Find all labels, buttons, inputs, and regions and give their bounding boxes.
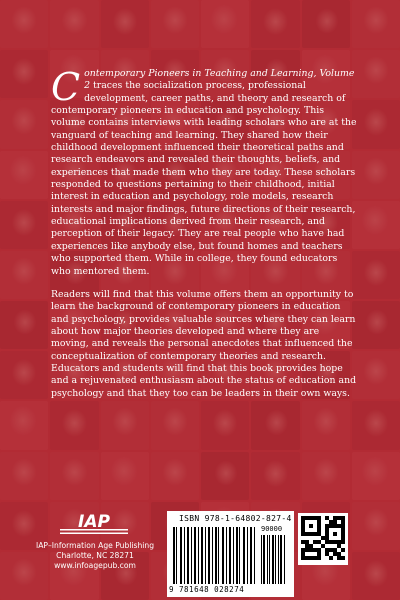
publisher-url[interactable]: www.infoagepub.com [54,561,136,570]
qr-code[interactable] [298,513,348,565]
isbn-label: ISBN 978-1-64802-827-4 [179,514,292,523]
barcode-bar [275,535,276,584]
barcode-bar [263,535,265,584]
back-cover-blurb [51,65,359,411]
barcode-bar [239,527,240,584]
publisher-city: Charlotte, NC 28271 [56,551,134,560]
barcode-bar [267,535,268,584]
barcode-bar [284,535,285,584]
drop-cap: C [51,65,81,109]
barcode-bar [198,527,199,584]
barcode-bar [272,535,274,584]
iap-logo [60,511,128,537]
barcode-bar [218,527,219,584]
barcode-bar [181,527,182,584]
iap-logo-text: IAP [78,512,110,532]
blurb-paragraph-1-text: traces the socialization process, professional development, career paths, and theory and research of contemporary pioneers in education and psychology. This volume contains interviews with leading scholars who are at the vanguard of teaching and learning. They shared how their childhood development influenced their theoretical paths and research endeavors and revealed their thoughts, beliefs, and experiences that made them who they are today. These scholars responded to questions pertaining to their childhood, initial interest in education and psychology, role models, research interests and major findings, future directions of their research, educational implications derived from their research, and perception of their legacy. They are real people who have had experiences like anybody else, but found homes and teachers who supported them. While in college, they found educators who mentored them. [51,80,357,277]
price-addon-number: 90000 [261,525,283,533]
barcode-bar [261,535,262,584]
blurb-paragraph-2: Readers will find that this volume offers them an opportunity to learn the background of contemporary pioneers in education and psychology, provides valuable sources where they can learn about how major theories developed and where they are moving, and reveals the personal anecdotes that influenced the conceptualization of contemporary theories and research. Educators and students will find that this book provides hope and a rejuvenated enthusiasm about the status of education and psychology and that they too can be leaders in their own ways. [51,288,357,399]
ean-number: 9 781648 028274 [169,585,245,594]
barcode-bar [280,535,282,584]
barcode-bar [269,535,270,584]
publisher-name: IAP–Information Age Publishing [35,541,155,550]
ean-barcode-bars [173,527,257,584]
barcode-bar [278,535,279,584]
isbn-barcode [167,511,294,597]
qr-code-pattern [301,516,345,560]
addon-barcode-bars [261,535,291,584]
blurb-paragraph-1 [51,65,359,278]
book-title: ontemporary Pioneers in Teaching and Learning, Volume 2 [84,68,355,92]
